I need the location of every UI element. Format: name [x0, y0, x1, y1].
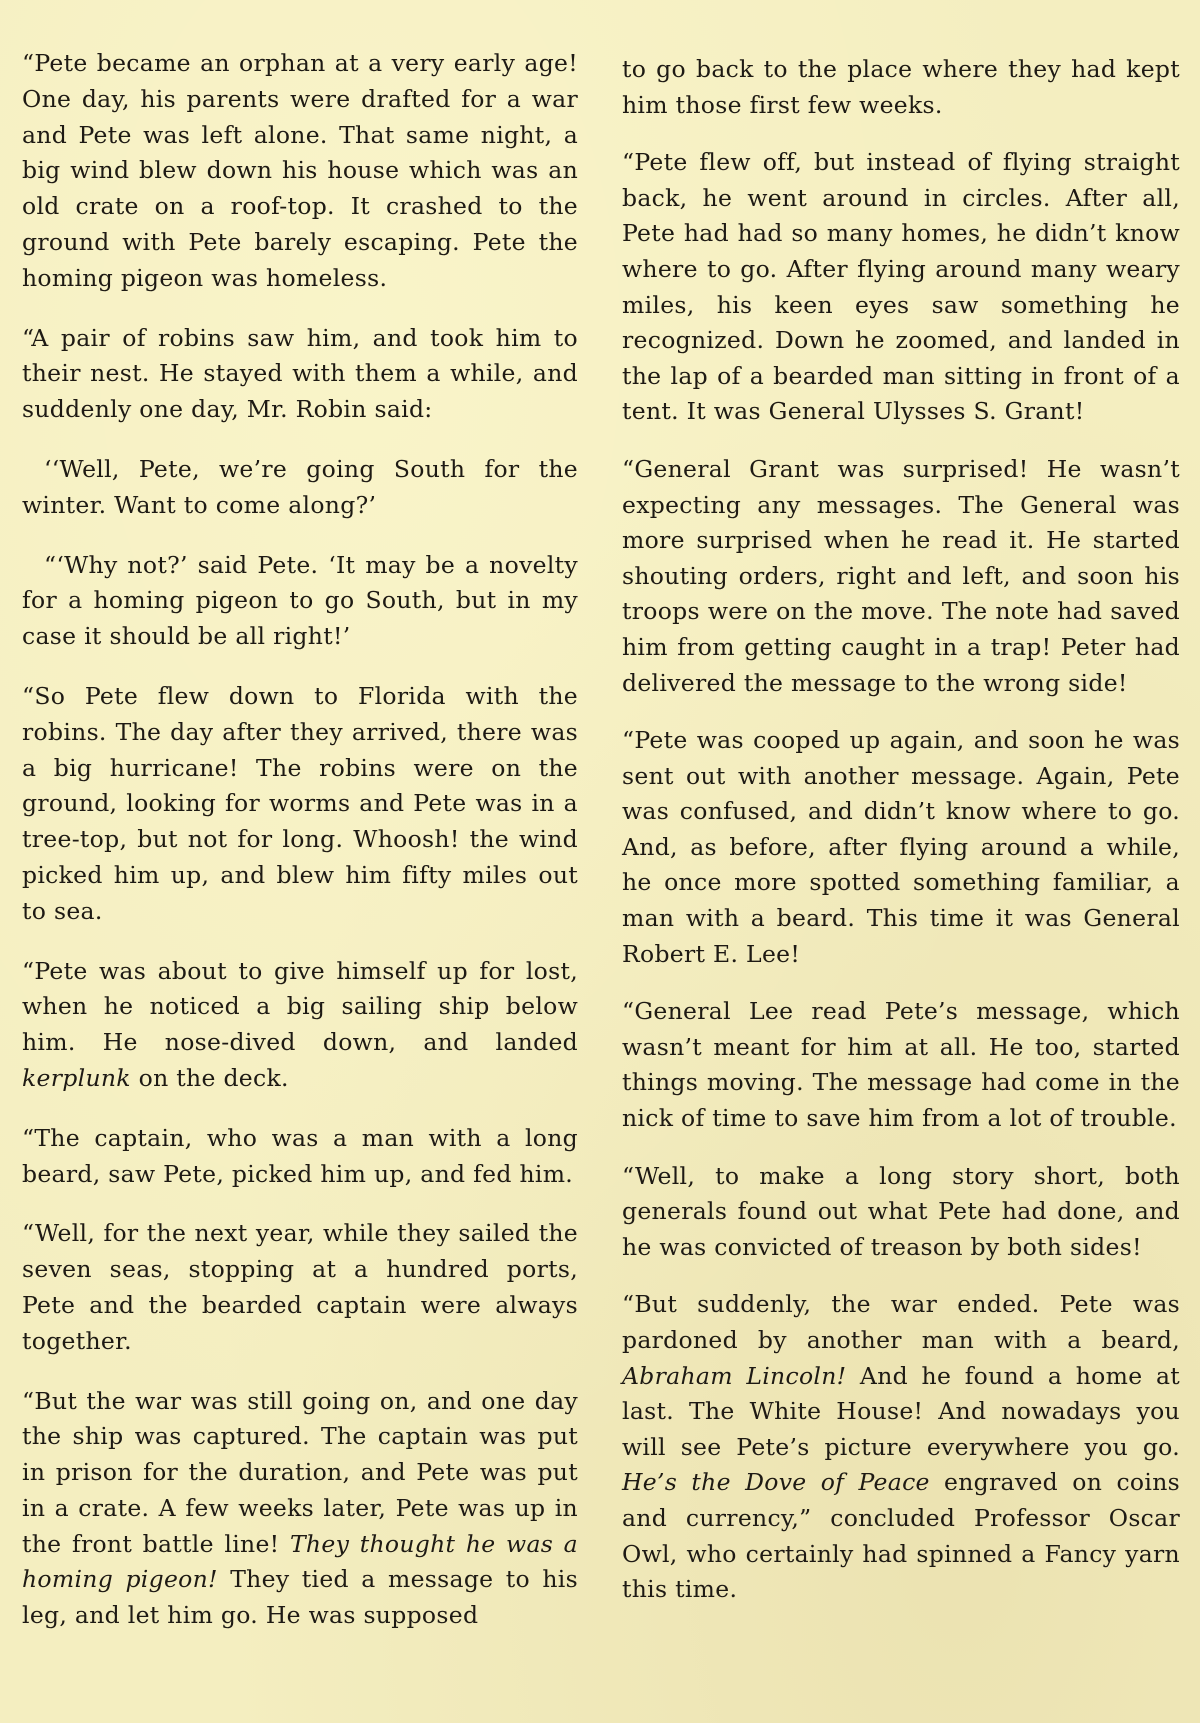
- paragraph-text: on the deck.: [130, 1063, 289, 1092]
- paragraph: “The captain, who was a man with a long beard, saw Pete, picked him up, and fed him.: [22, 1123, 578, 1188]
- paragraph-text: They tied a message to his leg, and let him go. He was supposed: [22, 1565, 578, 1630]
- paragraph-text: “But suddenly, the war ended. Pete was pardoned by another man with a beard,: [622, 1290, 1180, 1354]
- paragraph-text: engraved on coins and currency,” concluded Professor Oscar Owl, who certainly had spinned a Fancy yarn this time.: [622, 1468, 1180, 1604]
- right-text-column: [622, 52, 1180, 1630]
- paragraph-text: “But the war was still going on, and one day the ship was captured. The captain was put in prison for the duration, and Pete was put in a crate. A few weeks later, Pete was up in the front battle line!: [22, 1386, 578, 1558]
- paragraph: “Pete flew off, but instead of flying straight back, he went around in circles. After all, Pete had had so many homes, he didn’t know where to go. After flying around many weary miles, his keen eyes saw something he recognized. Down he zoomed, and landed in the lap of a bearded man sitting in front of a tent. It was General Ulysses S. Grant!: [622, 148, 1180, 426]
- paragraph: “Well, to make a long story short, both generals found out what Pete had done, and he was convicted of treason by both sides!: [622, 1161, 1180, 1261]
- italic-text: They thought he was a homing pigeon!: [22, 1529, 578, 1594]
- paragraph: “General Lee read Pete’s message, which wasn’t meant for him at all. He too, started things moving. The message had come in the nick of time to save him from a lot of trouble.: [622, 997, 1180, 1133]
- paragraph: “General Grant was surprised! He wasn’t expecting any messages. The General was more surprised when he read it. He started shouting orders, right and left, and soon his troops were on the move. The note had saved him from getting caught in a trap! Peter had delivered the message to the wrong side!: [622, 454, 1180, 697]
- paragraph: [22, 954, 578, 1097]
- italic-text: Abraham Lincoln!: [622, 1361, 847, 1390]
- left-text-column: [22, 46, 578, 1658]
- italic-text: kerplunk: [22, 1063, 131, 1092]
- paragraph: [622, 1287, 1180, 1607]
- paragraph: to go back to the place where they had kept him those first few weeks.: [622, 55, 1180, 119]
- paragraph: “So Pete flew down to Florida with the robins. The day after they arrived, there was a big hurricane! The robins were on the ground, looking for worms and Pete was in a tree-top, but not for long. Whoosh! the wind picked him up, and blew him fifty miles out to sea.: [22, 681, 578, 925]
- paragraph-text: And he found a home at last. The White House! And nowadays you will see Pete’s picture everywhere you go.: [622, 1361, 1180, 1461]
- paragraph: “Well, for the next year, while they sailed the seven seas, stopping at a hundred ports, Pete and the bearded captain were always together.: [22, 1219, 578, 1355]
- paragraph: “Pete became an orphan at a very early age! One day, his parents were drafted for a war and Pete was left alone. That same night, a big wind blew down his house which was an old crate on a roof-top. It crashed to the ground with Pete barely escaping. Pete the homing pigeon was homeless.: [22, 49, 578, 292]
- paragraph: “A pair of robins saw him, and took him to their nest. He stayed with them a while, and suddenly one day, Mr. Robin said:: [22, 323, 578, 424]
- paragraph: ‘‘Well, Pete, we’re going South for the winter. Want to come along?’: [22, 454, 578, 519]
- italic-text: He’s the Dove of Peace: [622, 1468, 930, 1497]
- paragraph-text: “Pete was about to give himself up for lost, when he noticed a big sailing ship below him. He nose-dived down, and landed: [22, 956, 578, 1057]
- paragraph: “‘Why not?’ said Pete. ‘It may be a novelty for a homing pigeon to go South, but in my case it should be all right!’: [22, 550, 578, 651]
- paragraph: [22, 1384, 578, 1635]
- paragraph: “Pete was cooped up again, and soon he was sent out with another message. Again, Pete was confused, and didn’t know where to go. And, as before, after flying around a while, he once more spotted something familiar, a man with a beard. This time it was General Robert E. Lee!: [622, 726, 1180, 968]
